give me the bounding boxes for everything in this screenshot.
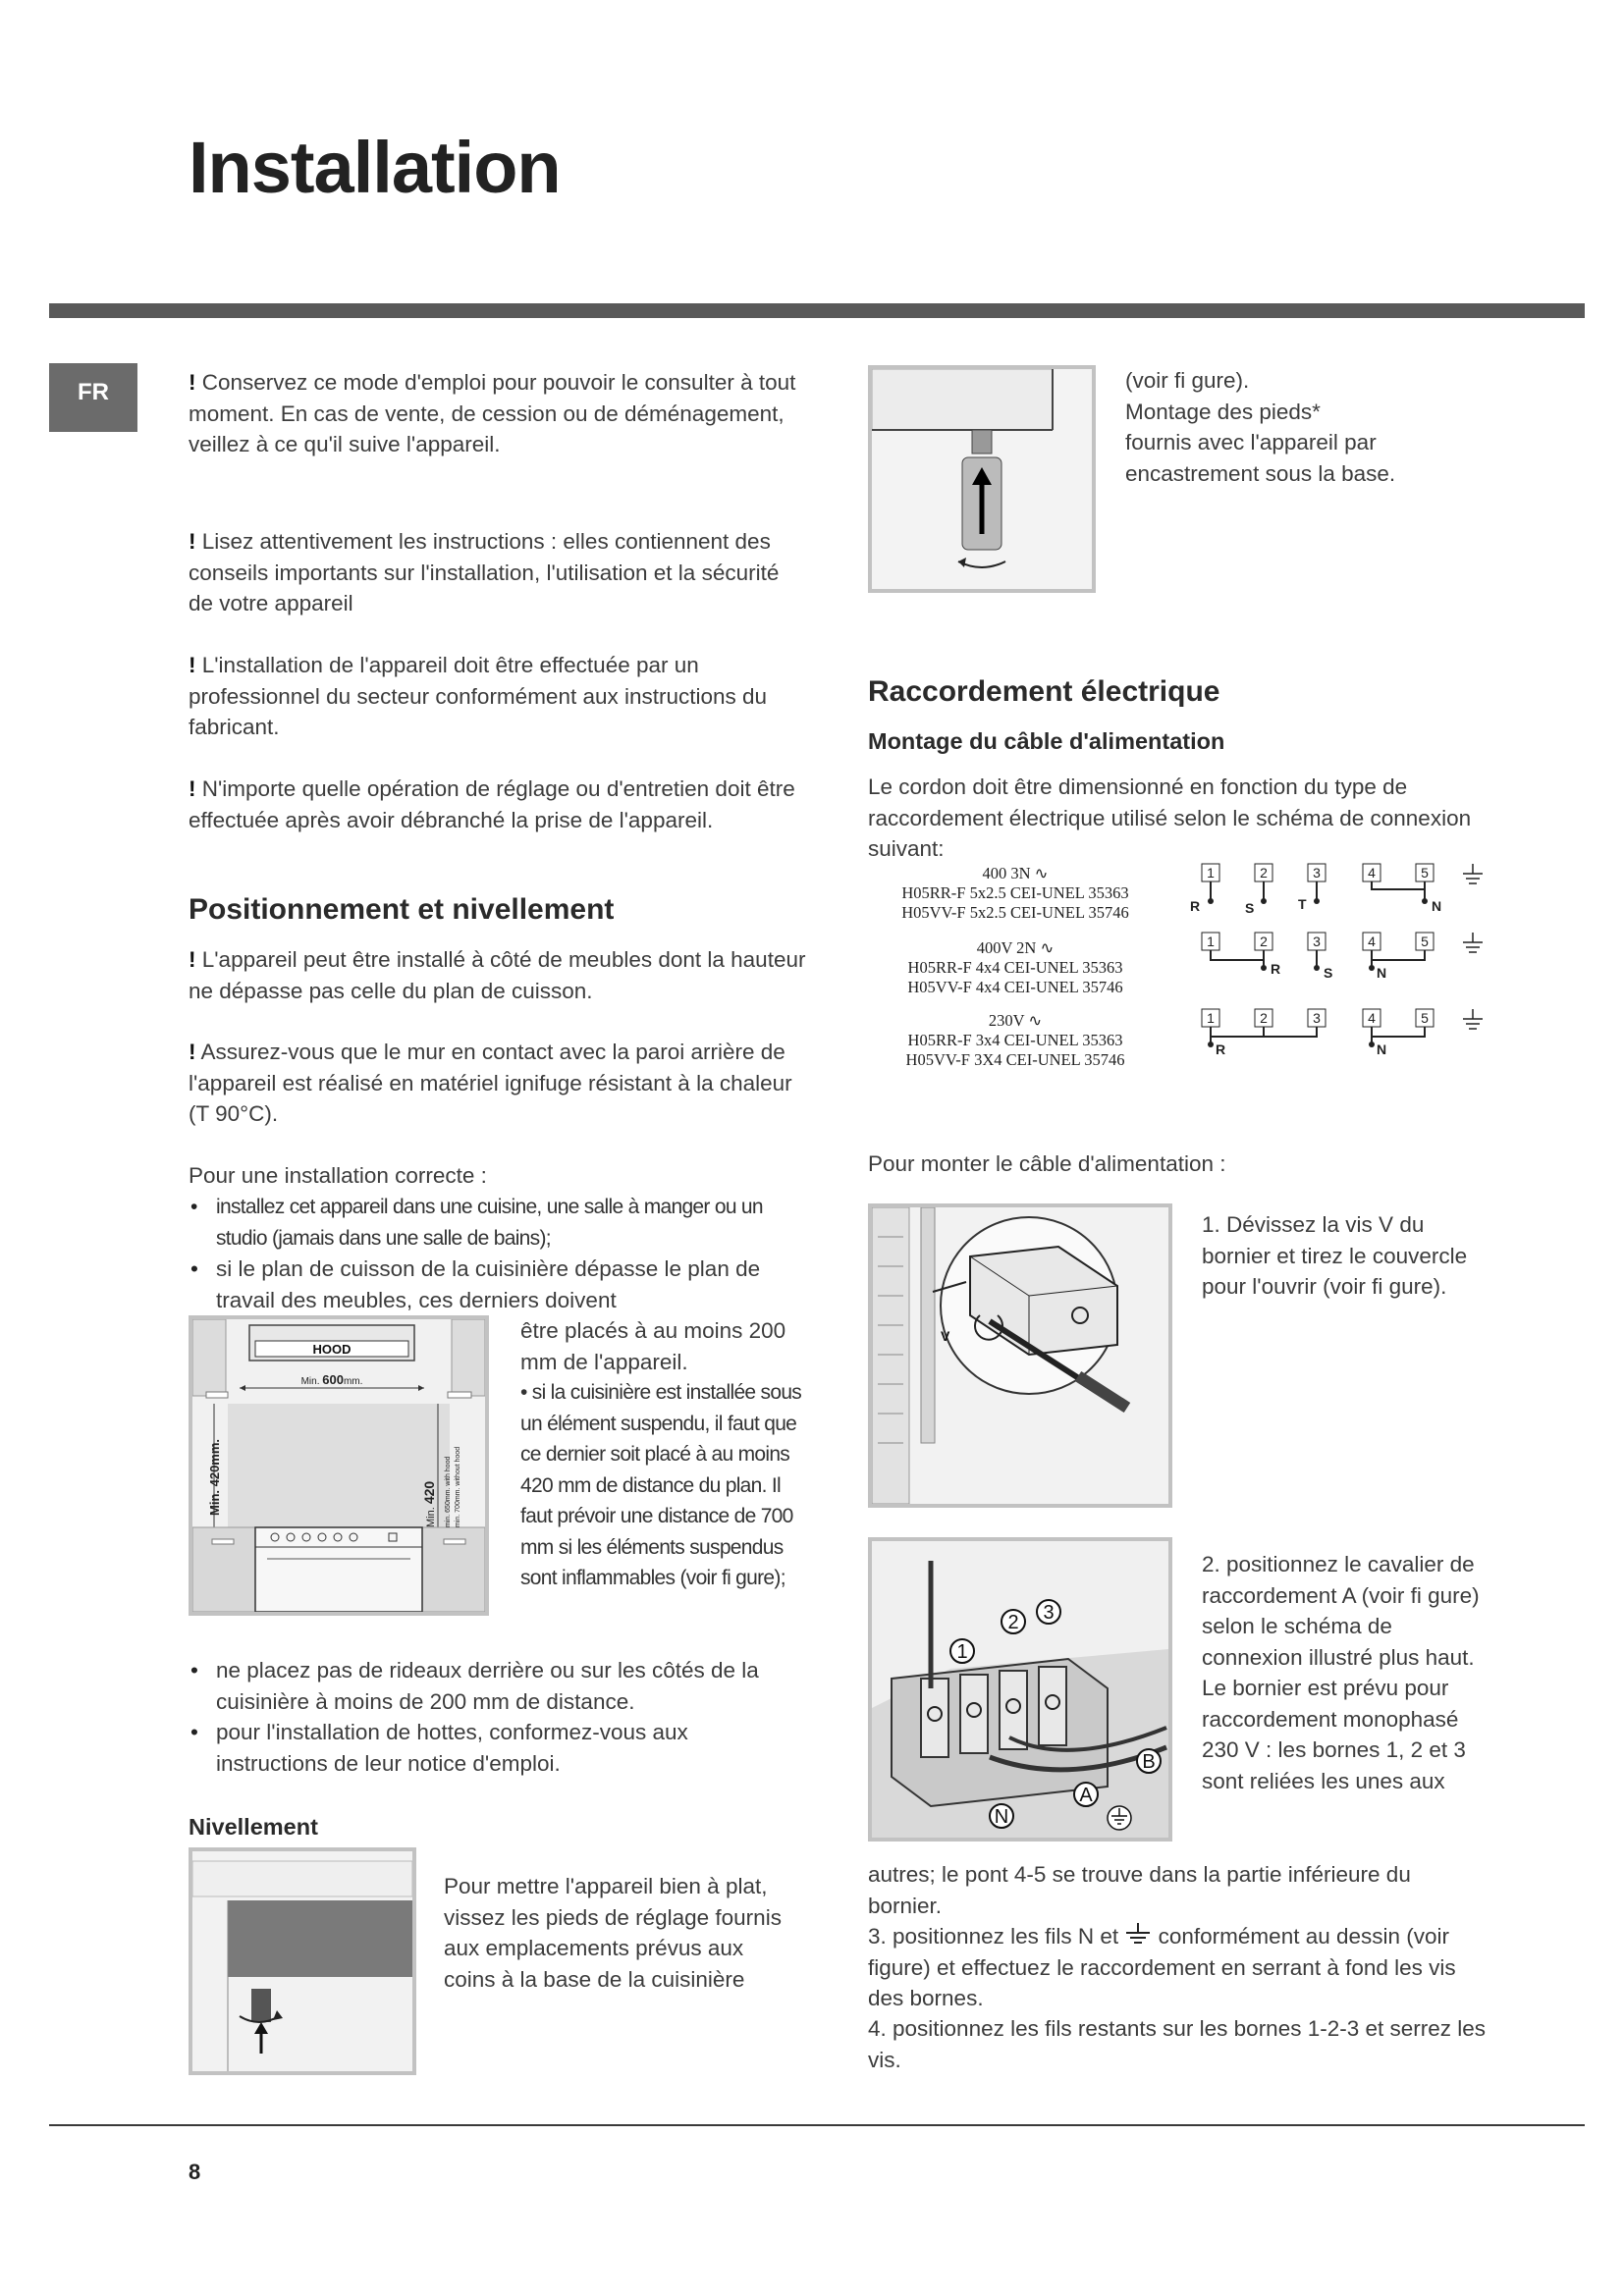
intro-paragraph-1: ! Conservez ce mode d'emploi pour pouvoir le consulter à tout moment. En cas de vente, de cession ou de déménagement, veillez à ce qu'il suive l'appareil. xyxy=(189,370,796,456)
language-badge: FR xyxy=(49,363,137,432)
terminal-block-figure xyxy=(868,1537,1172,1842)
wrap-text: être placés à au moins 200 mm de l'appareil. xyxy=(520,1318,786,1374)
list-item: • si le plan de cuisson de la cuisinière dépasse le plan de travail des meubles, ces derniers doivent xyxy=(189,1254,778,1315)
svg-text:5: 5 xyxy=(1421,934,1429,949)
terminal-wiring-diagram xyxy=(1176,856,1500,1078)
svg-text:N: N xyxy=(1377,1041,1387,1057)
list-item: • ne placez pas de rideaux derrière ou sur les côtés de la cuisinière à moins de 200 mm de distance. xyxy=(189,1655,787,1717)
warning-mark: ! xyxy=(189,1040,196,1064)
list-item: • installez cet appareil dans une cuisine, une salle à manger ou un studio (jamais dans une salle de bains); xyxy=(189,1192,778,1254)
leveling-heading: Nivellement xyxy=(189,1814,318,1840)
wiring-spec-3: 230V ∿ H05RR-F 3x4 CEI-UNEL 35363 H05VV-F 3X4 CEI-UNEL 35746 xyxy=(905,1011,1125,1069)
step-1: 1. Dévissez la vis V du bornier et tirez le couvercle pour l'ouvrir (voir fi gure). xyxy=(1202,1212,1468,1299)
wiring-row-2 xyxy=(1202,933,1483,981)
hood-label: HOOD xyxy=(312,1342,352,1357)
step-3: 3. positionnez les fils N et conformément au dessin (voir figure) et effectuez le raccordement en serrant à fond les vis des bornes. xyxy=(868,1924,1456,2010)
warning-mark: ! xyxy=(189,653,196,677)
electrical-text: Le cordon doit être dimensionné en fonction du type de raccordement électrique utilisé selon le schéma de connexion suivant: xyxy=(868,774,1472,861)
list-item: • pour l'installation de hottes, conformez-vous aux instructions de leur notice d'emploi. xyxy=(189,1717,787,1779)
terminal-block-diagram xyxy=(872,1541,1168,1838)
header-rule xyxy=(49,303,1585,318)
svg-text:2: 2 xyxy=(1260,865,1268,881)
svg-text:5: 5 xyxy=(1421,1010,1429,1026)
wiring-row-1 xyxy=(1190,864,1483,916)
intro-paragraph-4: ! N'importe quelle opération de réglage ou d'entretien doit être effectuée après avoir débranché la prise de l'appareil. xyxy=(189,776,795,832)
page-title: Installation xyxy=(189,127,561,208)
svg-text:B: B xyxy=(1142,1751,1156,1773)
svg-text:4: 4 xyxy=(1368,865,1376,881)
terminal-cover-diagram xyxy=(872,1207,1168,1504)
positioning-paragraph-1: ! L'appareil peut être installé à côté de meubles dont la hauteur ne dépasse pas celle du plan de cuisson. xyxy=(189,947,806,1003)
svg-text:1: 1 xyxy=(1207,934,1215,949)
wrap-bullet: • si la cuisinière est installée sous un élément suspendu, il faut que ce dernier soit placé à au moins 420 mm de distance du plan. Il faut prévoir une distance de 700 mm si les éléments suspendus sont inflammables (voir fi gure); xyxy=(520,1381,802,1589)
svg-text:2: 2 xyxy=(1007,1612,1019,1633)
wiring-spec-2: 400V 2N ∿ H05RR-F 4x4 CEI-UNEL 35363 H05VV-F 4x4 CEI-UNEL 35746 xyxy=(907,938,1123,996)
warning-mark: ! xyxy=(189,370,196,395)
installation-bullets-top xyxy=(189,1192,778,1315)
svg-text:min. 700mm. without hood: min. 700mm. without hood xyxy=(455,1446,461,1527)
screw-label: V xyxy=(941,1328,950,1344)
hood-clearance-diagram xyxy=(192,1319,485,1612)
svg-text:3: 3 xyxy=(1313,934,1321,949)
wiring-spec-1: 400 3N ∿ H05RR-F 5x2.5 CEI-UNEL 35363 H05VV-F 5x2.5 CEI-UNEL 35746 xyxy=(901,864,1129,922)
intro-paragraph-2: ! Lisez attentivement les instructions : elles contiennent des conseils importants sur l'installation, l'utilisation et la sécurité de votre appareil xyxy=(189,529,780,615)
leveling-diagram xyxy=(192,1851,412,2071)
svg-text:S: S xyxy=(1245,900,1255,916)
svg-text:R: R xyxy=(1190,898,1201,914)
svg-text:3: 3 xyxy=(1313,865,1321,881)
warning-mark: ! xyxy=(189,947,196,972)
step-4: 4. positionnez les fils restants sur les bornes 1-2-3 et serrez les vis. xyxy=(868,2016,1487,2072)
step-2-rest: autres; le pont 4-5 se trouve dans la partie inférieure du bornier. xyxy=(868,1862,1411,1918)
svg-text:Min. 600mm.: Min. 600mm. xyxy=(300,1372,363,1387)
ground-icon xyxy=(1124,1923,1152,1947)
svg-text:4: 4 xyxy=(1368,934,1376,949)
svg-text:5: 5 xyxy=(1421,865,1429,881)
svg-text:Min. 420: Min. 420 xyxy=(421,1480,437,1527)
feet-diagram xyxy=(872,369,1092,589)
svg-text:3: 3 xyxy=(1313,1010,1321,1026)
mount-intro: Pour monter le câble d'alimentation : xyxy=(868,1151,1226,1176)
positioning-heading: Positionnement et nivellement xyxy=(189,893,615,926)
leveling-figure xyxy=(189,1847,416,2075)
svg-text:1: 1 xyxy=(956,1641,968,1663)
page-number: 8 xyxy=(189,2160,201,2184)
feet-figure xyxy=(868,365,1096,593)
svg-text:4: 4 xyxy=(1368,1010,1376,1026)
hood-clearance-figure xyxy=(189,1315,489,1616)
svg-text:3: 3 xyxy=(1043,1602,1055,1624)
svg-text:N: N xyxy=(1432,898,1442,914)
terminal-cover-figure xyxy=(868,1203,1172,1508)
electrical-subheading: Montage du câble d'alimentation xyxy=(868,728,1225,754)
electrical-heading: Raccordement électrique xyxy=(868,675,1220,708)
svg-text:2: 2 xyxy=(1260,934,1268,949)
svg-text:2: 2 xyxy=(1260,1010,1268,1026)
svg-text:min. 650mm. with hood: min. 650mm. with hood xyxy=(445,1456,452,1527)
svg-text:A: A xyxy=(1079,1785,1093,1806)
svg-text:N: N xyxy=(1377,965,1387,981)
svg-text:1: 1 xyxy=(1207,1010,1215,1026)
installation-intro: Pour une installation correcte : xyxy=(189,1163,487,1188)
svg-text:R: R xyxy=(1271,961,1281,977)
left-height-label: Min. 420mm. xyxy=(207,1438,222,1516)
svg-text:S: S xyxy=(1324,965,1333,981)
intro-paragraph-3: ! L'installation de l'appareil doit être effectuée par un professionnel du secteur conformément aux instructions du fabricant. xyxy=(189,653,768,739)
step-2-wrap: 2. positionnez le cavalier de raccordement A (voir fi gure) selon le schéma de connexion illustré plus haut. Le bornier est prévu pour raccordement monophasé 230 V : les bornes 1, 2 et 3 sont reliées les unes aux xyxy=(1202,1552,1480,1793)
feet-text: (voir fi gure). Montage des pieds* fournis avec l'appareil par encastrement sous la base. xyxy=(1125,368,1396,486)
svg-text:R: R xyxy=(1216,1041,1226,1057)
footer-rule xyxy=(49,2124,1585,2126)
svg-text:T: T xyxy=(1298,896,1307,912)
installation-bullets-bottom xyxy=(189,1655,787,1779)
warning-mark: ! xyxy=(189,776,196,801)
svg-text:1: 1 xyxy=(1207,865,1215,881)
svg-text:N: N xyxy=(994,1806,1009,1828)
positioning-paragraph-2: ! Assurez-vous que le mur en contact avec la paroi arrière de l'appareil est réalisé en matériel ignifuge résistant à la chaleur (T 90°C). xyxy=(189,1040,792,1126)
wiring-row-3 xyxy=(1202,1009,1483,1057)
warning-mark: ! xyxy=(189,529,196,554)
leveling-text: Pour mettre l'appareil bien à plat, vissez les pieds de réglage fournis aux emplacements prévus aux coins à la base de la cuisinière xyxy=(444,1874,782,1992)
